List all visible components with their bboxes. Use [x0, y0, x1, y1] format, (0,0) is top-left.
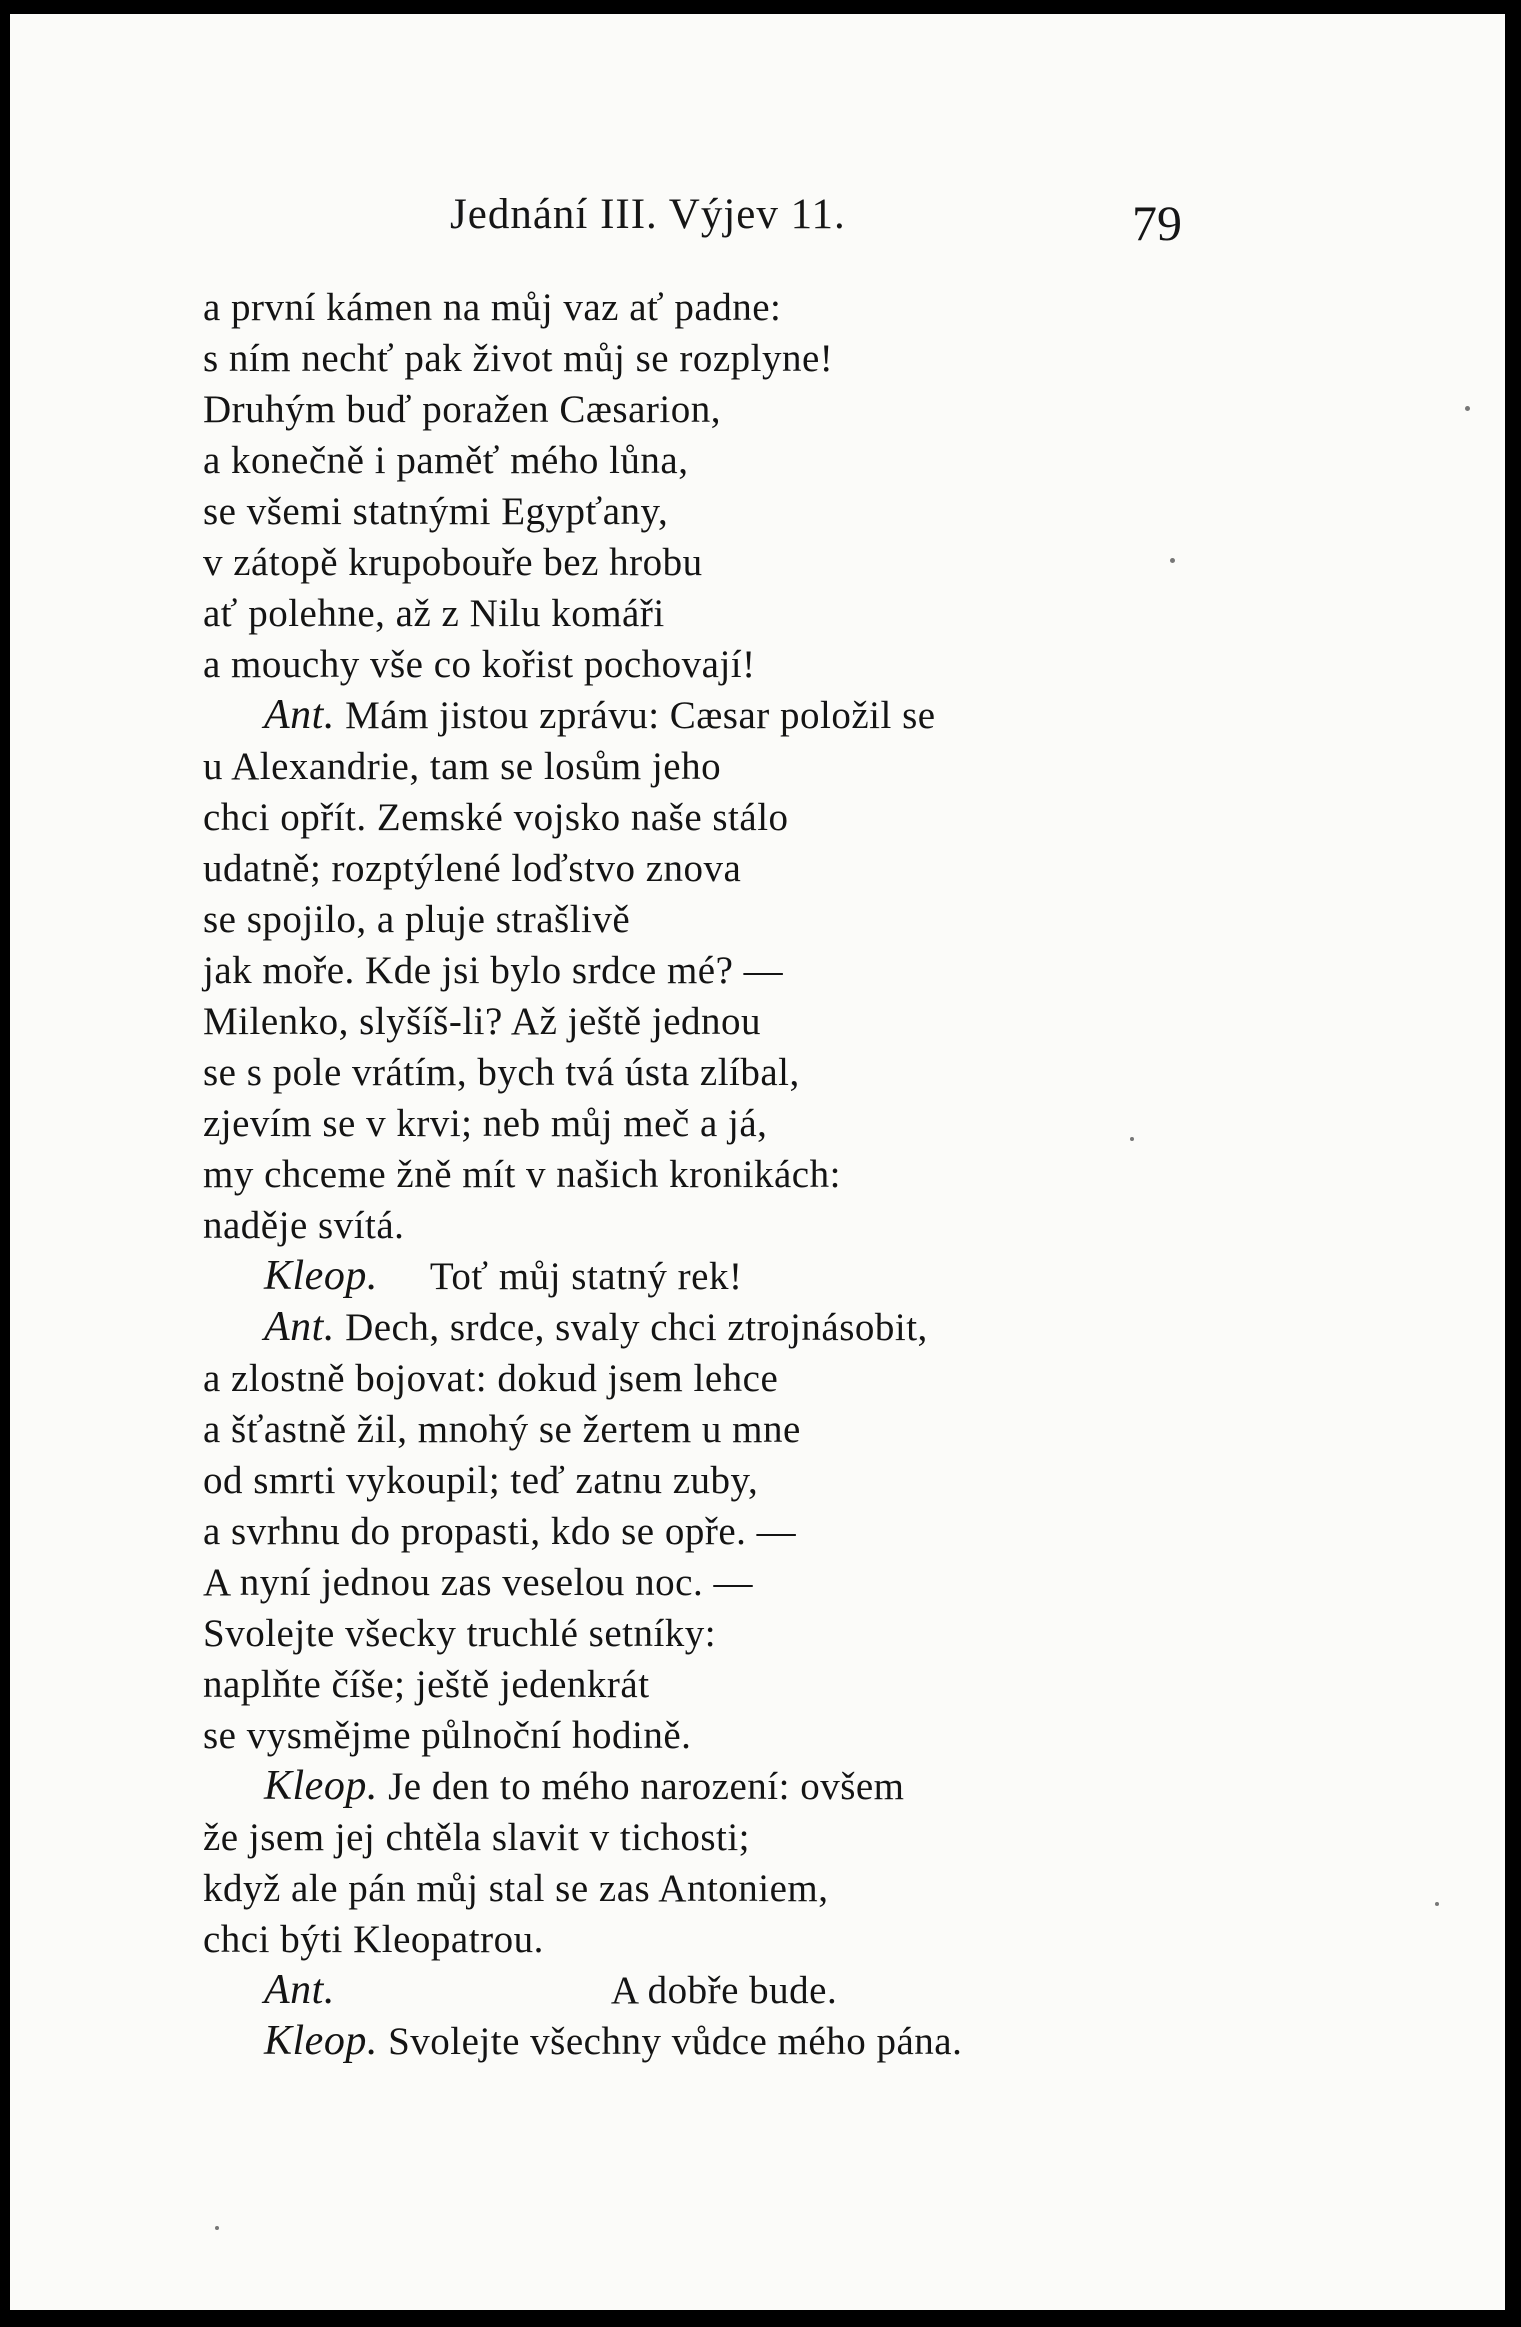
verse-line: s ním nechť pak život můj se rozplyne! [203, 337, 834, 380]
speaker-name: Ant. [264, 692, 335, 738]
print-speck [1170, 558, 1175, 563]
verse-line: a svrhnu do propasti, kdo se opře. — [203, 1510, 797, 1553]
verse-text: Dech, srdce, svaly chci ztrojnásobit, [345, 1306, 928, 1349]
print-speck [215, 2226, 219, 2230]
verse-line: se spojilo, a pluje strašlivě [203, 898, 631, 941]
verse-line: naděje svítá. [203, 1204, 405, 1247]
verse-line: a první kámen na můj vaz ať padne: [203, 286, 782, 329]
speaker-name: Ant. [264, 1304, 335, 1350]
page-number: 79 [1132, 195, 1182, 251]
verse-line: a šťastně žil, mnohý se žertem u mne [203, 1408, 801, 1451]
verse-line: chci býti Kleopatrou. [203, 1918, 544, 1961]
verse-line: a konečně i paměť mého lůna, [203, 439, 689, 482]
speech-line-kleop [203, 2016, 1453, 2067]
speech-line-kleop [203, 1251, 1453, 1302]
verse-line: se s pole vrátím, bych tvá ústa zlíbal, [203, 1051, 800, 1094]
print-speck [1130, 1137, 1134, 1141]
verse-text: Svolejte všechny vůdce mého pána. [388, 2020, 963, 2063]
verse-line: jak moře. Kde jsi bylo srdce mé? — [203, 949, 784, 992]
speech-line-ant [203, 690, 1453, 741]
print-speck [1435, 1902, 1439, 1906]
speaker-name: Kleop. [264, 1763, 378, 1809]
verse-line: a zlostně bojovat: dokud jsem lehce [203, 1357, 779, 1400]
verse-line: se všemi statnými Egypťany, [203, 490, 669, 533]
verse-line: chci opřít. Zemské vojsko naše stálo [203, 796, 789, 839]
print-speck [1465, 406, 1470, 411]
verse-text: Mám jistou zprávu: Cæsar položil se [345, 694, 936, 737]
verse-line: naplňte číše; ještě jedenkrát [203, 1663, 650, 1706]
verse-line: v zátopě krupobouře bez hrobu [203, 541, 703, 584]
speech-line-kleop [203, 1761, 1453, 1812]
page-text [203, 282, 1453, 2067]
page-header [10, 190, 1505, 260]
verse-line: ať polehne, až z Nilu komáři [203, 592, 665, 635]
verse-line: udatně; rozptýlené loďstvo znova [203, 847, 742, 890]
speaker-name: Ant. [264, 1967, 335, 2013]
speaker-name: Kleop. [264, 1253, 378, 1299]
speech-line-ant [203, 1302, 1453, 1353]
verse-line: se vysmějme půlnoční hodině. [203, 1714, 692, 1757]
verse-line: Milenko, slyšíš-li? Až ještě jednou [203, 1000, 762, 1043]
verse-line: že jsem jej chtěla slavit v tichosti; [203, 1816, 751, 1859]
verse-text: Je den to mého narození: ovšem [388, 1765, 905, 1808]
speaker-name: Kleop. [264, 2018, 378, 2064]
verse-line: od smrti vykoupil; teď zatnu zuby, [203, 1459, 759, 1502]
verse-line: a mouchy vše co kořist pochovají! [203, 643, 756, 686]
verse-line: Druhým buď poražen Cæsarion, [203, 388, 721, 431]
verse-line: my chceme žně mít v našich kronikách: [203, 1153, 841, 1196]
verse-line: když ale pán můj stal se zas Antoniem, [203, 1867, 829, 1910]
verse-line: A nyní jednou zas veselou noc. — [203, 1561, 753, 1604]
verse-line: Svolejte všecky truchlé setníky: [203, 1612, 717, 1655]
book-page [10, 14, 1505, 2310]
verse-line: zjevím se v krvi; neb můj meč a já, [203, 1102, 768, 1145]
speech-line-ant [203, 1965, 1453, 2016]
running-head: Jednání III. Výjev 11. [450, 191, 846, 238]
verse-text: A dobře bude. [610, 1969, 838, 2012]
verse-text: Toť můj statný rek! [429, 1255, 743, 1298]
verse-line: u Alexandrie, tam se losům jeho [203, 745, 722, 788]
